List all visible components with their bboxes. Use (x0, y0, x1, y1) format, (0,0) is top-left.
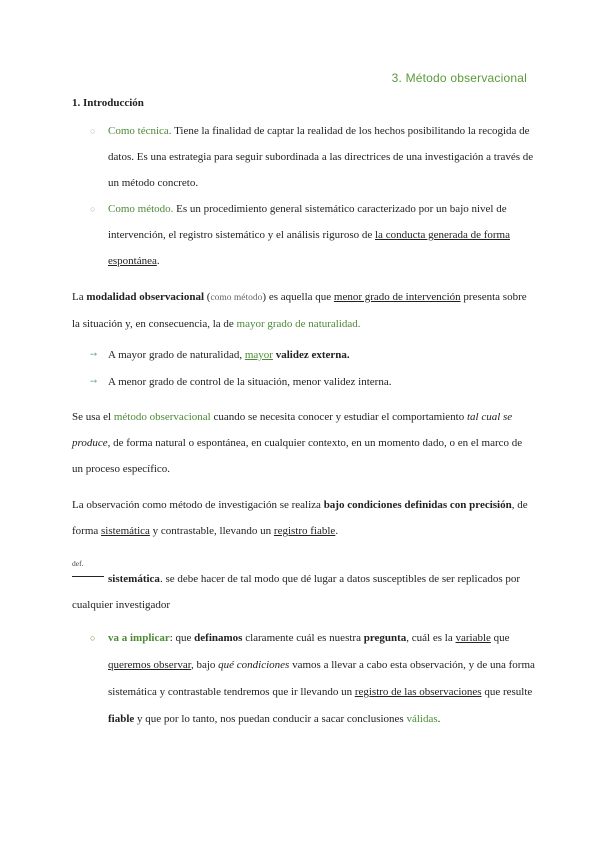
arrow-bullet-icon: ➙ (90, 376, 98, 386)
definition-text: . se debe hacer de tal modo que dé lugar a datos susceptibles de ser replicados por cualquier investigador (72, 573, 521, 611)
bold-text: modalidad observacional (86, 291, 205, 303)
circle-bullet-icon: ○ (90, 633, 96, 643)
bold-text: fiable (108, 713, 135, 725)
underlined-text: sistemática (101, 525, 150, 537)
list-item (90, 196, 546, 274)
list-item (90, 345, 546, 365)
item-text: Es un procedimiento general sistemático caracterizado por un bajo nivel de intervención, el registro sistemático y el análisis riguroso de (108, 203, 507, 241)
item-lead: Como técnica. (108, 125, 172, 137)
paragraph (72, 404, 528, 482)
text: La (72, 291, 87, 303)
text: , bajo (190, 659, 219, 671)
text: La observación como método de investigación se realiza (72, 499, 324, 511)
item-text: Tiene la finalidad de captar la realidad de los hechos posibilitando la recogida de datos. Es una estrategia para seguir subordinada a las directrices de una investigación a través de un método concreto. (108, 125, 534, 189)
italic-text: qué condiciones (218, 659, 290, 671)
underlined-text: queremos observar (108, 659, 191, 671)
text: presenta sobre la situación y, en consecuencia, la de (72, 291, 527, 330)
definition-tag: def. (72, 559, 84, 568)
paragraph (72, 492, 528, 544)
text: cuando se necesita conocer y estudiar el comportamiento (210, 411, 467, 423)
text: , cuál es la (406, 632, 456, 644)
item-lead: Como método. (108, 203, 174, 215)
green-text: mayor grado de naturalidad. (236, 318, 361, 330)
underlined-text: registro de las observaciones (354, 686, 482, 698)
text: Se usa el (72, 411, 114, 423)
text: claramente cuál es nuestra (242, 632, 364, 644)
italic-text: tal cual se produce (72, 411, 513, 449)
underlined-text: variable (455, 632, 491, 644)
text: ) es aquella que (262, 291, 334, 303)
text: A mayor grado de naturalidad, (108, 349, 245, 361)
text: y contrastable, llevando un (149, 525, 274, 537)
underlined-text: mayor (244, 349, 273, 361)
list-item (90, 625, 546, 733)
definition-term: sistemática (108, 573, 160, 585)
definition (72, 566, 528, 618)
item-underlined: la conducta generada de forma espontánea (108, 229, 510, 267)
arrow-bullet-icon: ➙ (90, 349, 98, 359)
text: . (335, 525, 339, 537)
bold-text: validez externa. (272, 349, 350, 361)
text: que (490, 632, 510, 644)
text: . (437, 713, 441, 725)
list-item (90, 372, 546, 392)
bold-text: definamos (194, 632, 243, 644)
circle-bullet-icon: ○ (90, 204, 96, 214)
green-text: método observacional (113, 411, 211, 423)
bold-text: pregunta (363, 632, 407, 644)
text: , de forma (72, 499, 528, 537)
underlined-text: registro fiable (273, 525, 336, 537)
list-item (90, 118, 546, 196)
item-text-end: . (156, 255, 160, 267)
small-text: como método (210, 293, 263, 303)
text: que resulte (481, 686, 533, 698)
text: vamos a llevar a cabo esta observación, y de una forma sistemática y contrastable tendremos que ir llevando un (108, 659, 535, 698)
green-text: válidas (406, 713, 438, 725)
page-header-title: 3. Método observacional (391, 71, 527, 85)
text: y que por lo tanto, nos puedan conducir a sacar conclusiones (134, 713, 407, 725)
text: : que (169, 632, 195, 644)
underlined-text: menor grado de intervención (333, 291, 461, 303)
text: ( (204, 291, 211, 303)
green-bold-lead: va a implicar (108, 632, 170, 644)
section-title: 1. Introducción (72, 97, 144, 109)
text: , de forma natural o espontánea, en cualquier contexto, en un momento dado, o en el marco de un proceso específico. (72, 437, 523, 475)
bold-text: bajo condiciones definidas con precisión (323, 499, 512, 511)
circle-bullet-icon: ○ (90, 126, 96, 136)
paragraph (72, 284, 528, 337)
text: A menor grado de control de la situación, menor validez interna. (108, 376, 392, 388)
